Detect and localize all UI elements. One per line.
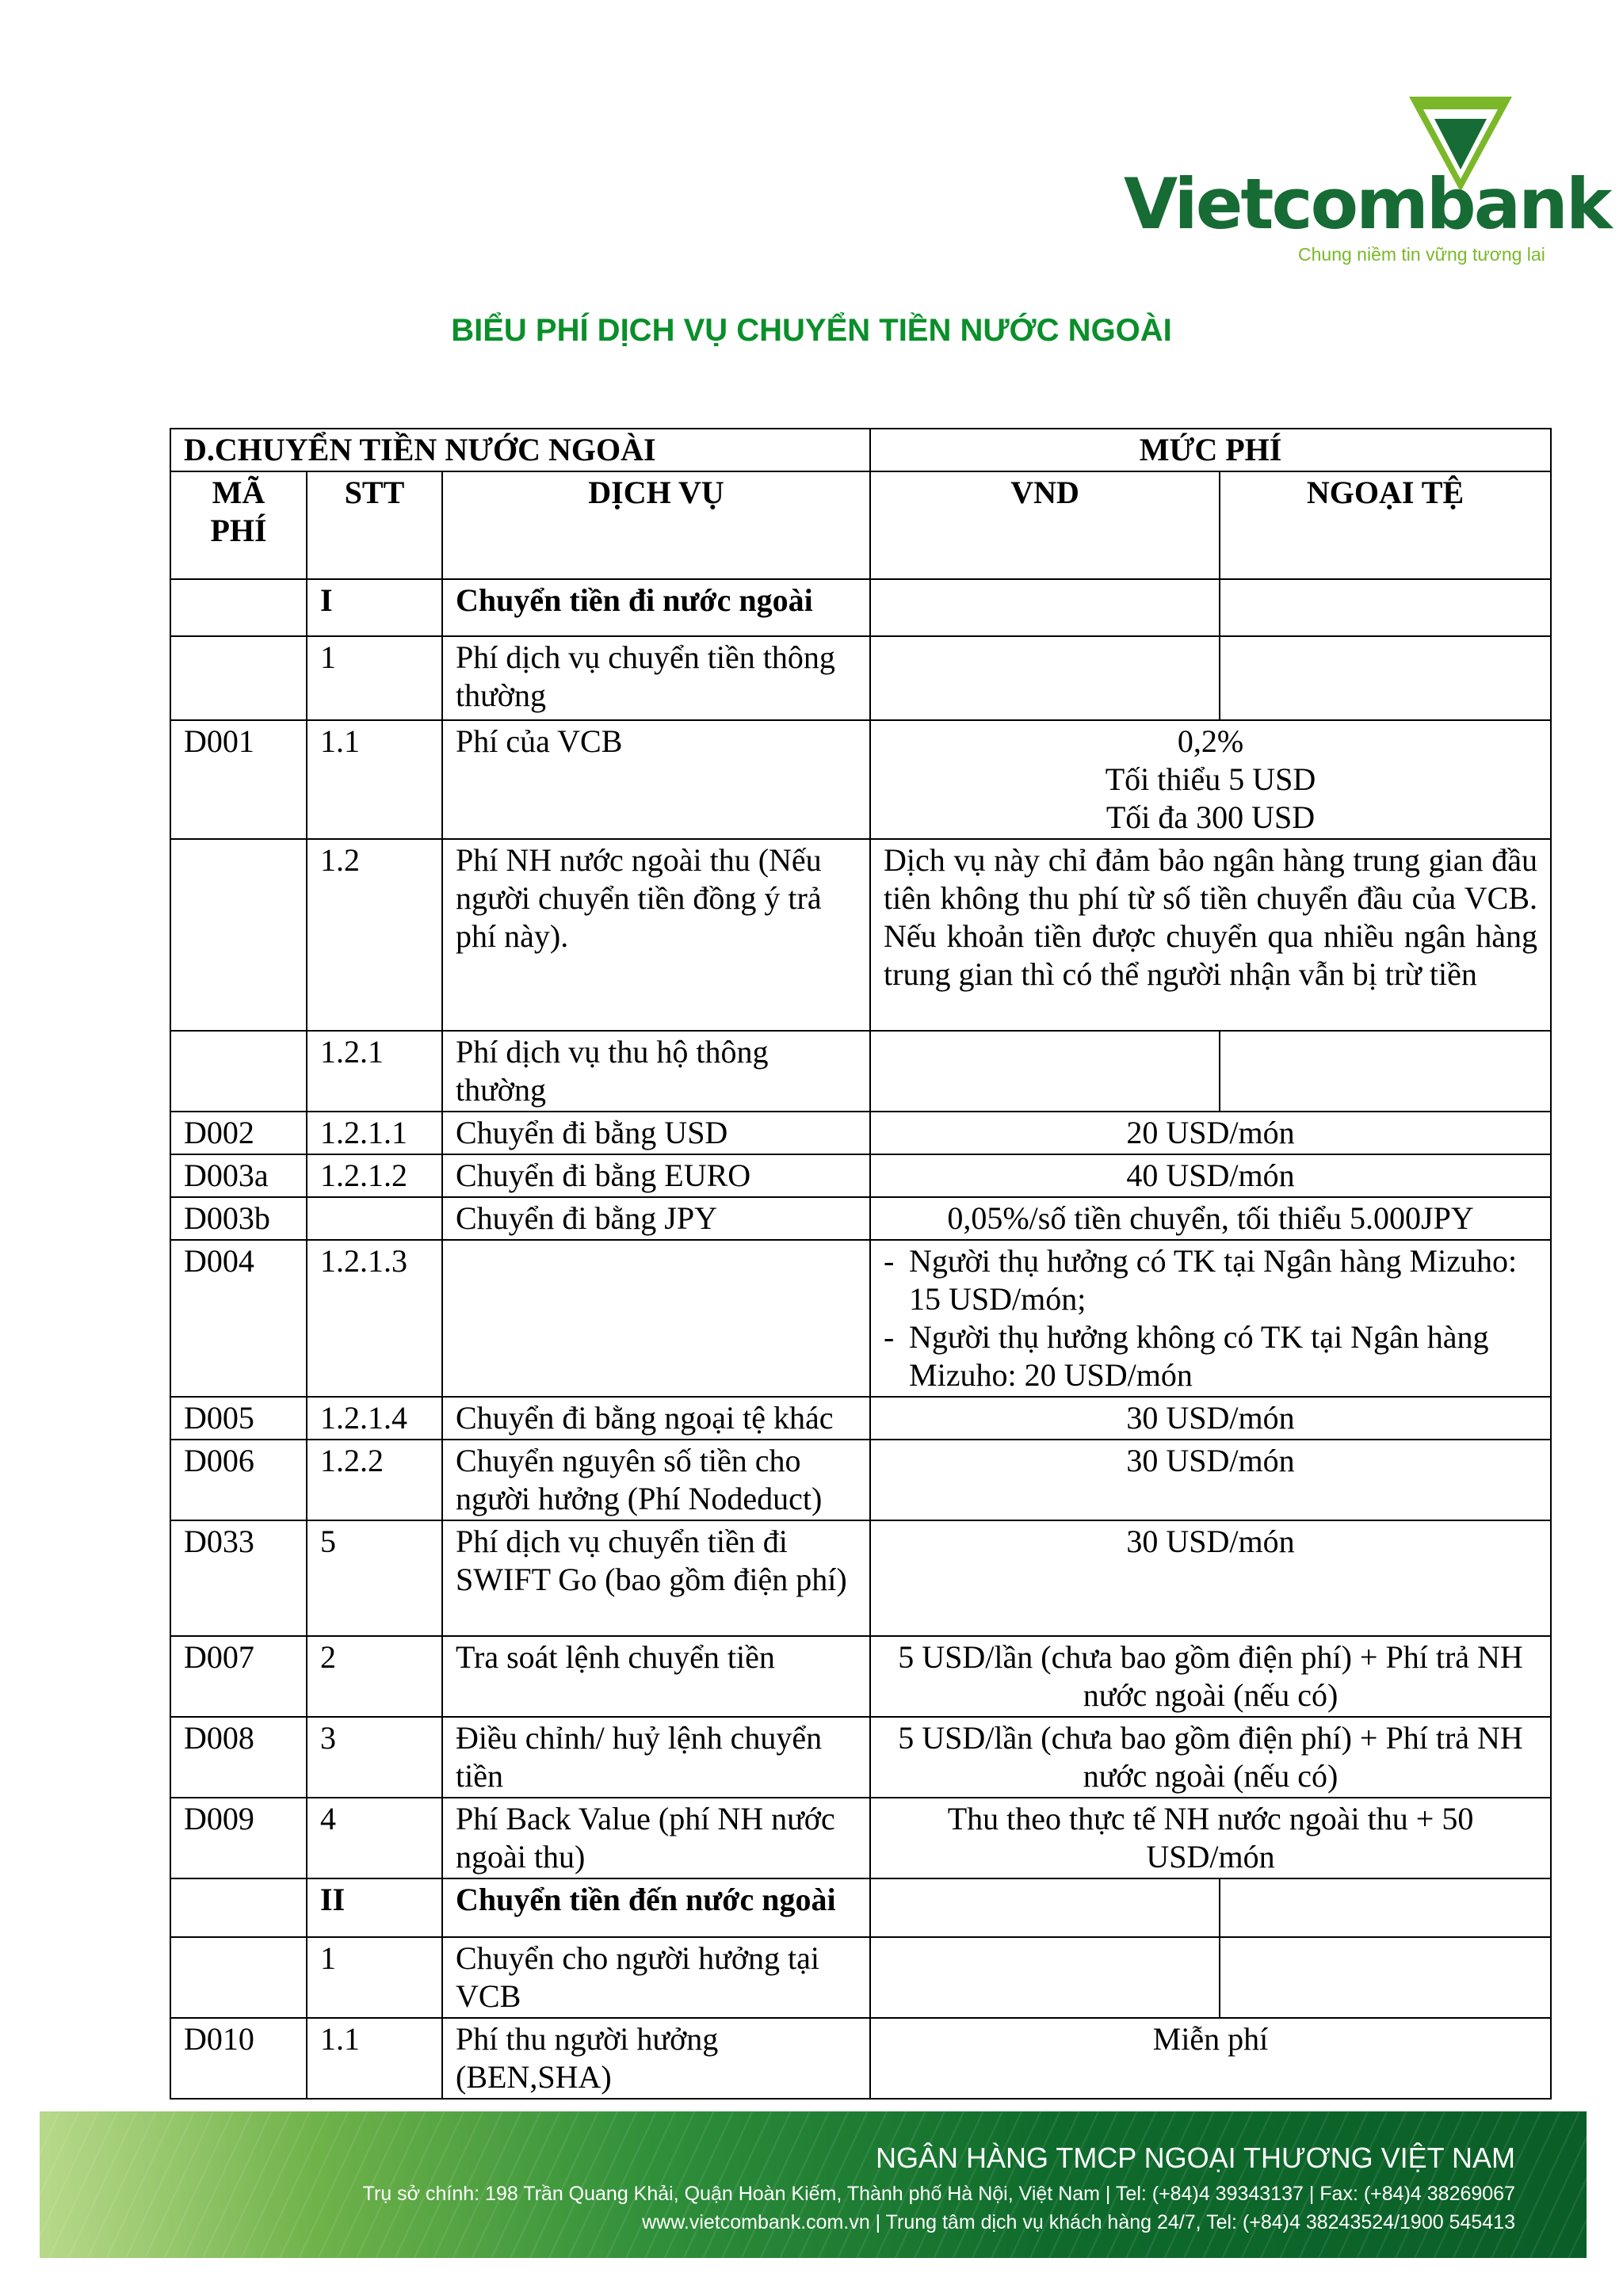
table-row: 1 Phí dịch vụ chuyển tiền thông thường xyxy=(170,636,1551,720)
logo-wordmark: Vietcombank xyxy=(1124,163,1610,245)
table-row: D033 5 Phí dịch vụ chuyển tiền đi SWIFT Go (bao gồm điện phí) 30 USD/món xyxy=(170,1520,1551,1636)
table-row: 1.2 Phí NH nước ngoài thu (Nếu người chuyển tiền đồng ý trả phí này). Dịch vụ này chỉ đảm bảo ngân hàng trung gian đầu tiên không thu phí từ số tiền chuyển đầu của VCB. Nếu khoản tiền được chuyển qua nhiều ngân hàng trung gian thì có thể người nhận vẫn bị trừ tiền xyxy=(170,839,1551,1031)
document-title: BIỂU PHÍ DỊCH VỤ CHUYỂN TIỀN NƯỚC NGOÀI xyxy=(451,313,1172,348)
table-row: D003b Chuyển đi bằng JPY 0,05%/số tiền chuyển, tối thiểu 5.000JPY xyxy=(170,1197,1551,1240)
table-row: I Chuyển tiền đi nước ngoài xyxy=(170,579,1551,636)
logo-slogan: Chung niềm tin vững tương lai xyxy=(1298,244,1545,265)
col-service-header: DỊCH VỤ xyxy=(442,471,870,579)
col-vnd-header: VND xyxy=(870,471,1220,579)
table-row: D007 2 Tra soát lệnh chuyển tiền 5 USD/lần (chưa bao gồm điện phí) + Phí trả NH nước ngoài (nếu có) xyxy=(170,1636,1551,1717)
footer-banner xyxy=(40,2111,1587,2258)
table-header-row xyxy=(170,429,1551,471)
list-item: - Người thụ hưởng có TK tại Ngân hàng Mizuho: 15 USD/món; xyxy=(884,1243,1518,1317)
table-row: D009 4 Phí Back Value (phí NH nước ngoài thu) Thu theo thực tế NH nước ngoài thu + 50 USD/món xyxy=(170,1798,1551,1878)
table-row: D004 1.2.1.3 - Người thụ hưởng có TK tại Ngân hàng Mizuho: 15 USD/món; - Người thụ hưởng không có TK tại Ngân hàng Mizuho: 20 USD/món xyxy=(170,1240,1551,1397)
table-row: D010 1.1 Phí thu người hưởng (BEN,SHA) Miễn phí xyxy=(170,2018,1551,2099)
col-no-header: STT xyxy=(307,471,442,579)
footer-address: Trụ sở chính: 198 Trần Quang Khải, Quận Hoàn Kiếm, Thành phố Hà Nội, Việt Nam | Tel: (+84)4 39343137 | Fax: (+84)4 38269067 xyxy=(362,2183,1515,2205)
fee-table xyxy=(170,428,1552,2100)
list-item: - Người thụ hưởng không có TK tại Ngân hàng Mizuho: 20 USD/món xyxy=(884,1319,1489,1393)
table-row: D002 1.2.1.1 Chuyển đi bằng USD 20 USD/món xyxy=(170,1112,1551,1154)
table-row: D006 1.2.2 Chuyển nguyên số tiền cho người hưởng (Phí Nodeduct) 30 USD/món xyxy=(170,1440,1551,1520)
table-row: D001 1.1 Phí của VCB 0,2% Tối thiểu 5 USD Tối đa 300 USD xyxy=(170,720,1551,839)
table-row: D008 3 Điều chỉnh/ huỷ lệnh chuyển tiền 5 USD/lần (chưa bao gồm điện phí) + Phí trả NH nước ngoài (nếu có) xyxy=(170,1717,1551,1798)
table-row: 1 Chuyển cho người hưởng tại VCB xyxy=(170,1937,1551,2018)
fee-header: MỨC PHÍ xyxy=(870,429,1551,471)
table-row: II Chuyển tiền đến nước ngoài xyxy=(170,1878,1551,1937)
footer-contact: www.vietcombank.com.vn | Trung tâm dịch vụ khách hàng 24/7, Tel: (+84)4 38243524/1900 545413 xyxy=(642,2211,1515,2233)
table-row: D003a 1.2.1.2 Chuyển đi bằng EURO 40 USD/món xyxy=(170,1154,1551,1197)
col-foreign-header: NGOẠI TỆ xyxy=(1220,471,1551,579)
table-row: 1.2.1 Phí dịch vụ thu hộ thông thường xyxy=(170,1031,1551,1112)
table-row: D005 1.2.1.4 Chuyển đi bằng ngoại tệ khác 30 USD/món xyxy=(170,1397,1551,1440)
section-header: D.CHUYỂN TIỀN NƯỚC NGOÀI xyxy=(170,429,870,471)
col-code-header: MÃ PHÍ xyxy=(170,471,307,579)
vietcombank-logo xyxy=(1124,97,1610,275)
table-column-row xyxy=(170,471,1551,579)
footer-bank-name: NGÂN HÀNG TMCP NGOẠI THƯƠNG VIỆT NAM xyxy=(875,2142,1515,2174)
